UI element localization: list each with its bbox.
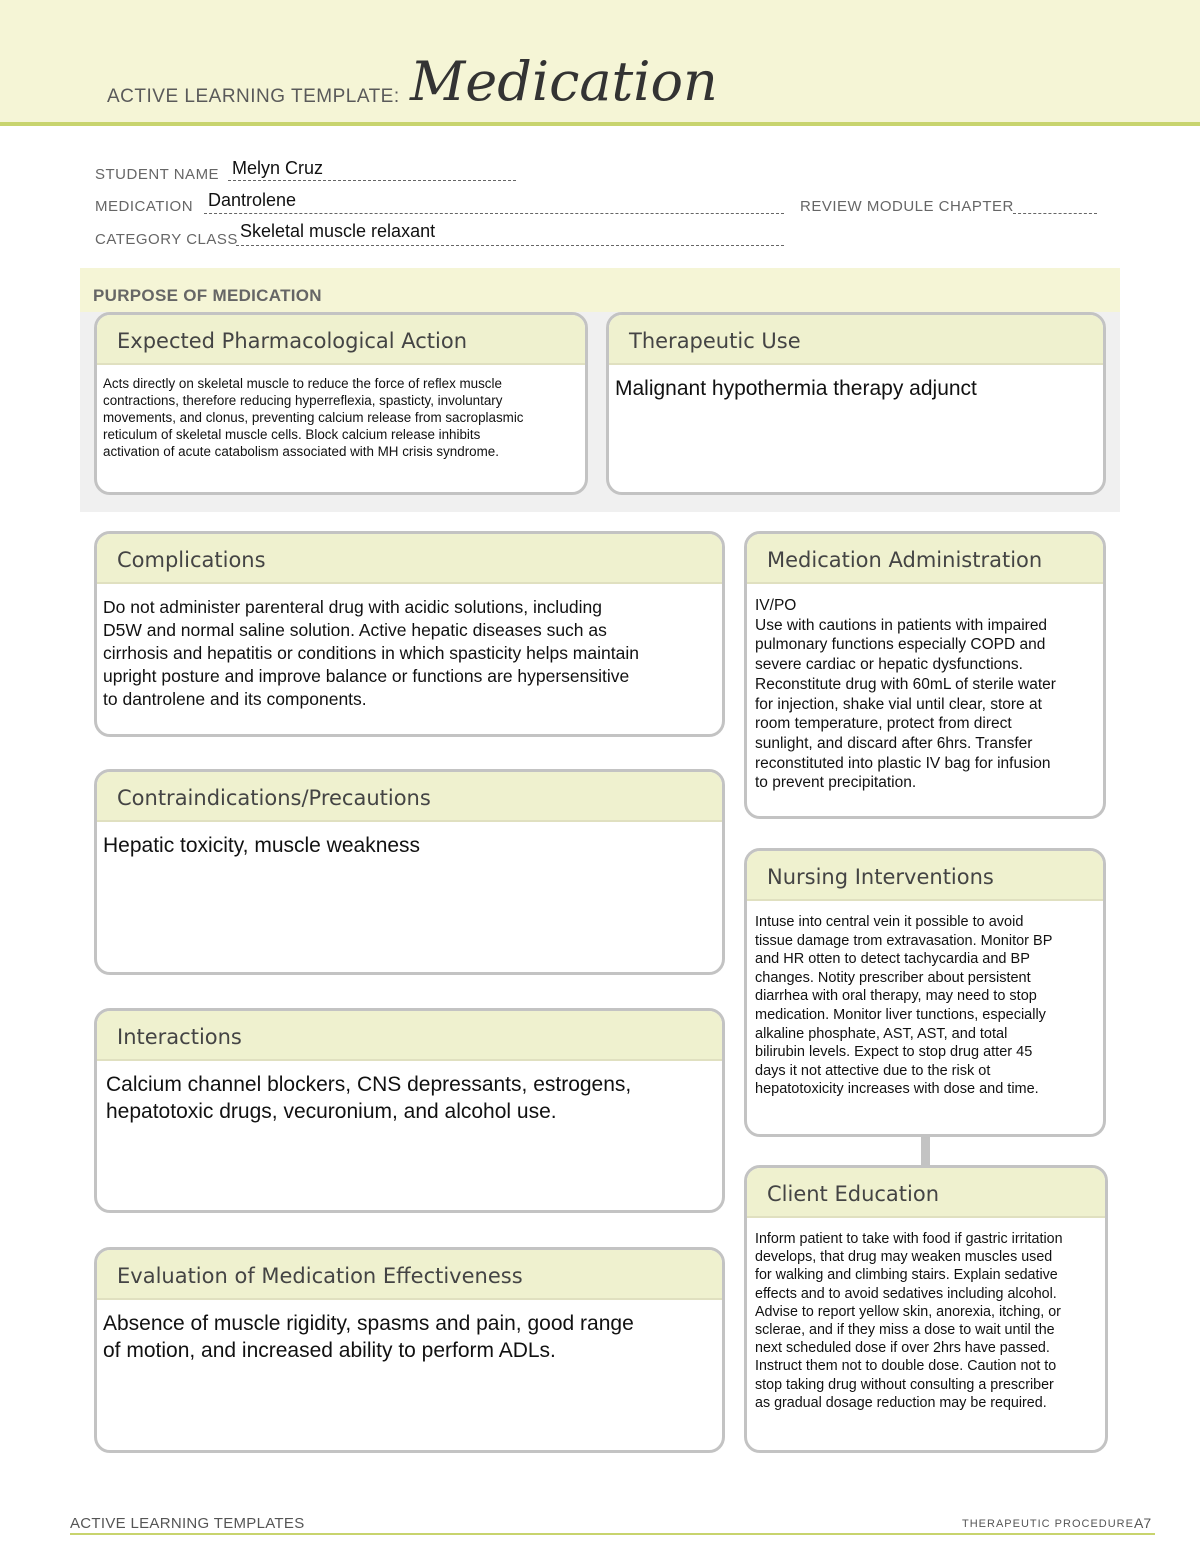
therapeutic-use-text[interactable]: Malignant hypothermia therapy adjunct <box>615 377 977 400</box>
medication-line <box>204 213 784 214</box>
category-class-label: CATEGORY CLASS <box>95 231 238 248</box>
header-divider <box>0 122 1200 126</box>
therapeutic-use-box <box>606 312 1106 495</box>
contraindications-box <box>94 769 725 975</box>
box-title: Therapeutic Use <box>629 329 801 353</box>
page-title: Medication <box>410 50 718 113</box>
footer-right: THERAPEUTIC PROCEDURE <box>962 1518 1134 1530</box>
expected-action-text[interactable]: Acts directly on skeletal muscle to reduce the force of reflex muscle contractions, therefore reducing hyperreflexia, spasticty, involuntary movements, and clonus, preventing calcium release from sacroplasmic reticulum of skeletal muscle cells. Block calcium release inhibits activation of acute catabolism associated with MH crisis syndrome. <box>103 376 524 459</box>
student-name-label: STUDENT NAME <box>95 166 220 183</box>
review-module-label: REVIEW MODULE CHAPTER <box>800 198 1014 215</box>
box-title: Interactions <box>117 1025 242 1049</box>
complications-box <box>94 531 725 737</box>
student-name-line <box>228 180 516 181</box>
connector <box>921 1134 930 1168</box>
category-class-line <box>236 245 784 246</box>
purpose-heading: PURPOSE OF MEDICATION <box>93 286 322 305</box>
review-module-field[interactable] <box>1013 213 1097 214</box>
category-class-field[interactable]: Skeletal muscle relaxant <box>240 221 436 241</box>
box-title: Expected Pharmacological Action <box>117 329 468 353</box>
evaluation-text[interactable]: Absence of muscle rigidity, spasms and pain, good range of motion, and increased ability to perform ADLs. <box>103 1312 634 1362</box>
complications-text[interactable]: Do not administer parenteral drug with acidic solutions, including D5W and normal saline solution. Active hepatic diseases such as cirrhosis and hepatitis or conditions in which spasticity helps maintain upright posture and improve balance or functions are hypersensitive to dantrolene and its components. <box>103 597 639 709</box>
purpose-heading-band <box>80 268 1120 312</box>
nursing-interventions-text[interactable]: Intuse into central vein it possible to avoid tissue damage trom extravasation. Monitor BP and HR otten to detect tachycardia and BP changes. Notity prescriber about persistent diarrhea with oral therapy, may need to stop medication. Monitor liver tunctions, especially alkaline phosphate, AST, AST, and total bilirubin levels. Expect to stop drug atter 45 days it not attective due to the risk ot hepatotoxicity increases with dose and time. <box>755 914 1053 1098</box>
expected-action-box <box>94 312 588 495</box>
medication-administration-text[interactable]: IV/PO Use with cautions in patients with impaired pulmonary functions especially COPD and severe cardiac or hepatic dysfunctions. Reconstitute drug with 60mL of sterile water for injection, shake vial until clear, store at room temperature, protect from direct sunlight, and discard after 6hrs. Transfer reconstituted into plastic IV bag for infusion to prevent precipitation. <box>755 597 1056 792</box>
interactions-box <box>94 1008 725 1213</box>
box-title: Client Education <box>767 1182 940 1206</box>
page-number: A7 <box>1134 1515 1152 1531</box>
contraindications-text[interactable]: Hepatic toxicity, muscle weakness <box>103 834 421 857</box>
medication-field[interactable]: Dantrolene <box>208 190 297 210</box>
nursing-interventions-box <box>744 848 1106 1137</box>
footer-divider <box>70 1533 1155 1535</box>
box-title: Evaluation of Medication Effectiveness <box>117 1264 523 1288</box>
box-title: Nursing Interventions <box>767 865 994 889</box>
medication-administration-box <box>744 531 1106 819</box>
box-title: Medication Administration <box>767 548 1043 572</box>
client-education-box <box>744 1165 1108 1453</box>
template-label: ACTIVE LEARNING TEMPLATE: <box>107 86 400 107</box>
interactions-text[interactable]: Calcium channel blockers, CNS depressants, estrogens, hepatotoxic drugs, vecuronium, and alcohol use. <box>106 1073 632 1123</box>
student-name-field[interactable]: Melyn Cruz <box>232 158 324 178</box>
box-title: Contraindications/Precautions <box>117 786 431 810</box>
medication-label: MEDICATION <box>95 198 194 215</box>
box-title: Complications <box>117 548 266 572</box>
evaluation-box <box>94 1247 725 1453</box>
client-education-text[interactable]: Inform patient to take with food if gastric irritation develops, that drug may weaken muscles used for walking and climbing stairs. Explain sedative effects and to avoid sedatives including alcohol. Advise to report yellow skin, anorexia, itching, or sclerae, and if they miss a dose to wait until the next scheduled dose if over 2hrs have passed. Instruct them not to double dose. Caution not to stop taking drug without consulting a prescriber as gradual dosage reduction may be required. <box>755 1231 1063 1411</box>
footer-left: ACTIVE LEARNING TEMPLATES <box>70 1515 305 1532</box>
